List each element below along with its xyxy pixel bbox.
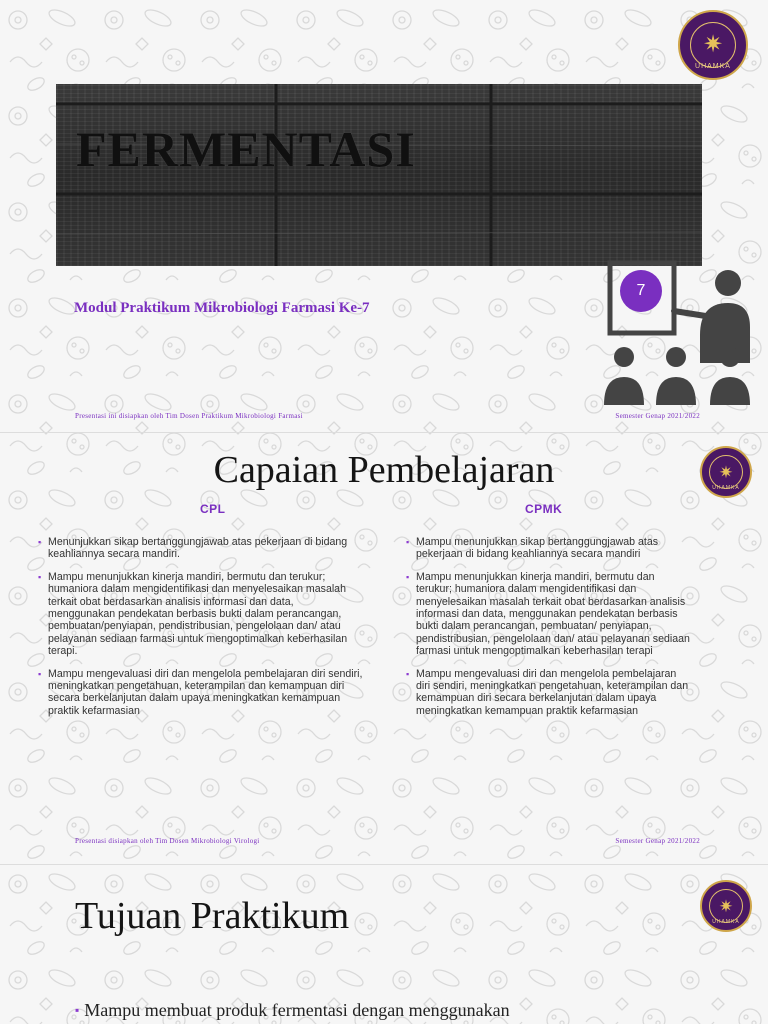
cpl-list [38,536,363,727]
title-slide [0,0,768,432]
cpmk-heading: CPMK [525,502,563,516]
list-item: ▪ Menunjukkan sikap bertanggungjawab atas pekerjaan di bidang keahliannya secara mandiri. [38,536,363,561]
badge-name: UHAMKA [695,63,731,70]
slide-title: FERMENTASI [76,121,416,177]
list-item: ▪ Mampu menunjukkan kinerja mandiri, bermutu dan terukur; humaniora dalam mengidentifikasi dan menyelesaikan masalah terkait obat berdasarkan analisis informasi dan data, menggunakan pendekatan berbasis bukti dalam perancangan, pembuatan/ penyiapan, pendistribusian, pengelolaan dan/ atau pelayanan sediaan farmasi untuk mengoptimalkan keberhasilan terapi [406,571,691,658]
learning-outcomes-slide [0,432,768,864]
bullet-icon: ▪ [75,1003,80,1017]
footer-semester: Semester Genap 2021/2022 [615,837,700,845]
list-item: ▪ Mampu menunjukkan kinerja mandiri, bermutu dan terukur; humaniora dalam mengidentifikasi dan menyelesaikan masalah terkait obat berdasarkan analisis informasi dan data, menggunakan pendekatan berbasis bukti dalam perancangan, pembuatan/penyiapan, pendistribusian, pengelolaan dan/ atau pelayanan sediaan farmasi untuk mengoptimalkan keberhasilan terapi. [38,571,363,658]
sun-emblem-icon: ✷ [718,462,734,482]
list-item: ▪ Mampu mengevaluasi diri dan mengelola pembelajaran diri sendiri, meningkatkan pengetahuan, keterampilan dan kemampuan diri secara berkelanjutan dalam upaya meningkatkan kemampuan praktik kefarmasian [406,668,691,718]
cpmk-list [406,536,691,727]
module-subtitle: Modul Praktikum Mikrobiologi Farmasi Ke-7 [74,300,370,316]
title-banner [56,84,702,266]
badge-name: UHAMKA [712,919,740,925]
sun-emblem-icon: ✷ [702,32,724,58]
badge-name: UHAMKA [712,485,740,491]
footer-credit: Presentasi disiapkan oleh Tim Dosen Mikrobiologi Virologi [75,837,260,845]
objective-item [75,1000,510,1021]
slide-title: Tujuan Praktikum [75,895,350,937]
university-badge [700,880,752,932]
university-badge [678,10,748,80]
footer-semester: Semester Genap 2021/2022 [615,412,700,420]
cpl-heading: CPL [200,502,226,516]
sun-emblem-icon: ✷ [718,896,734,916]
slide-title: Capaian Pembelajaran [213,449,555,491]
module-number: 7 [620,270,662,312]
footer-credit: Presentasi ini disiapkan oleh Tim Dosen Praktikum Mikrobiologi Farmasi [75,412,303,420]
objective-text: Mampu membuat produk fermentasi dengan menggunakan [84,1000,510,1020]
list-item: ▪ Mampu mengevaluasi diri dan mengelola pembelajaran diri sendiri, meningkatkan pengetahuan, keterampilan dan kemampuan diri secara berkelanjutan dalam upaya meningkatkan kemampuan praktik kefarmasian [38,668,363,718]
list-item: ▪ Mampu menunjukkan sikap bertanggungjawab atas pekerjaan di bidang keahliannya secara mandiri [406,536,691,561]
objectives-slide [0,864,768,1024]
